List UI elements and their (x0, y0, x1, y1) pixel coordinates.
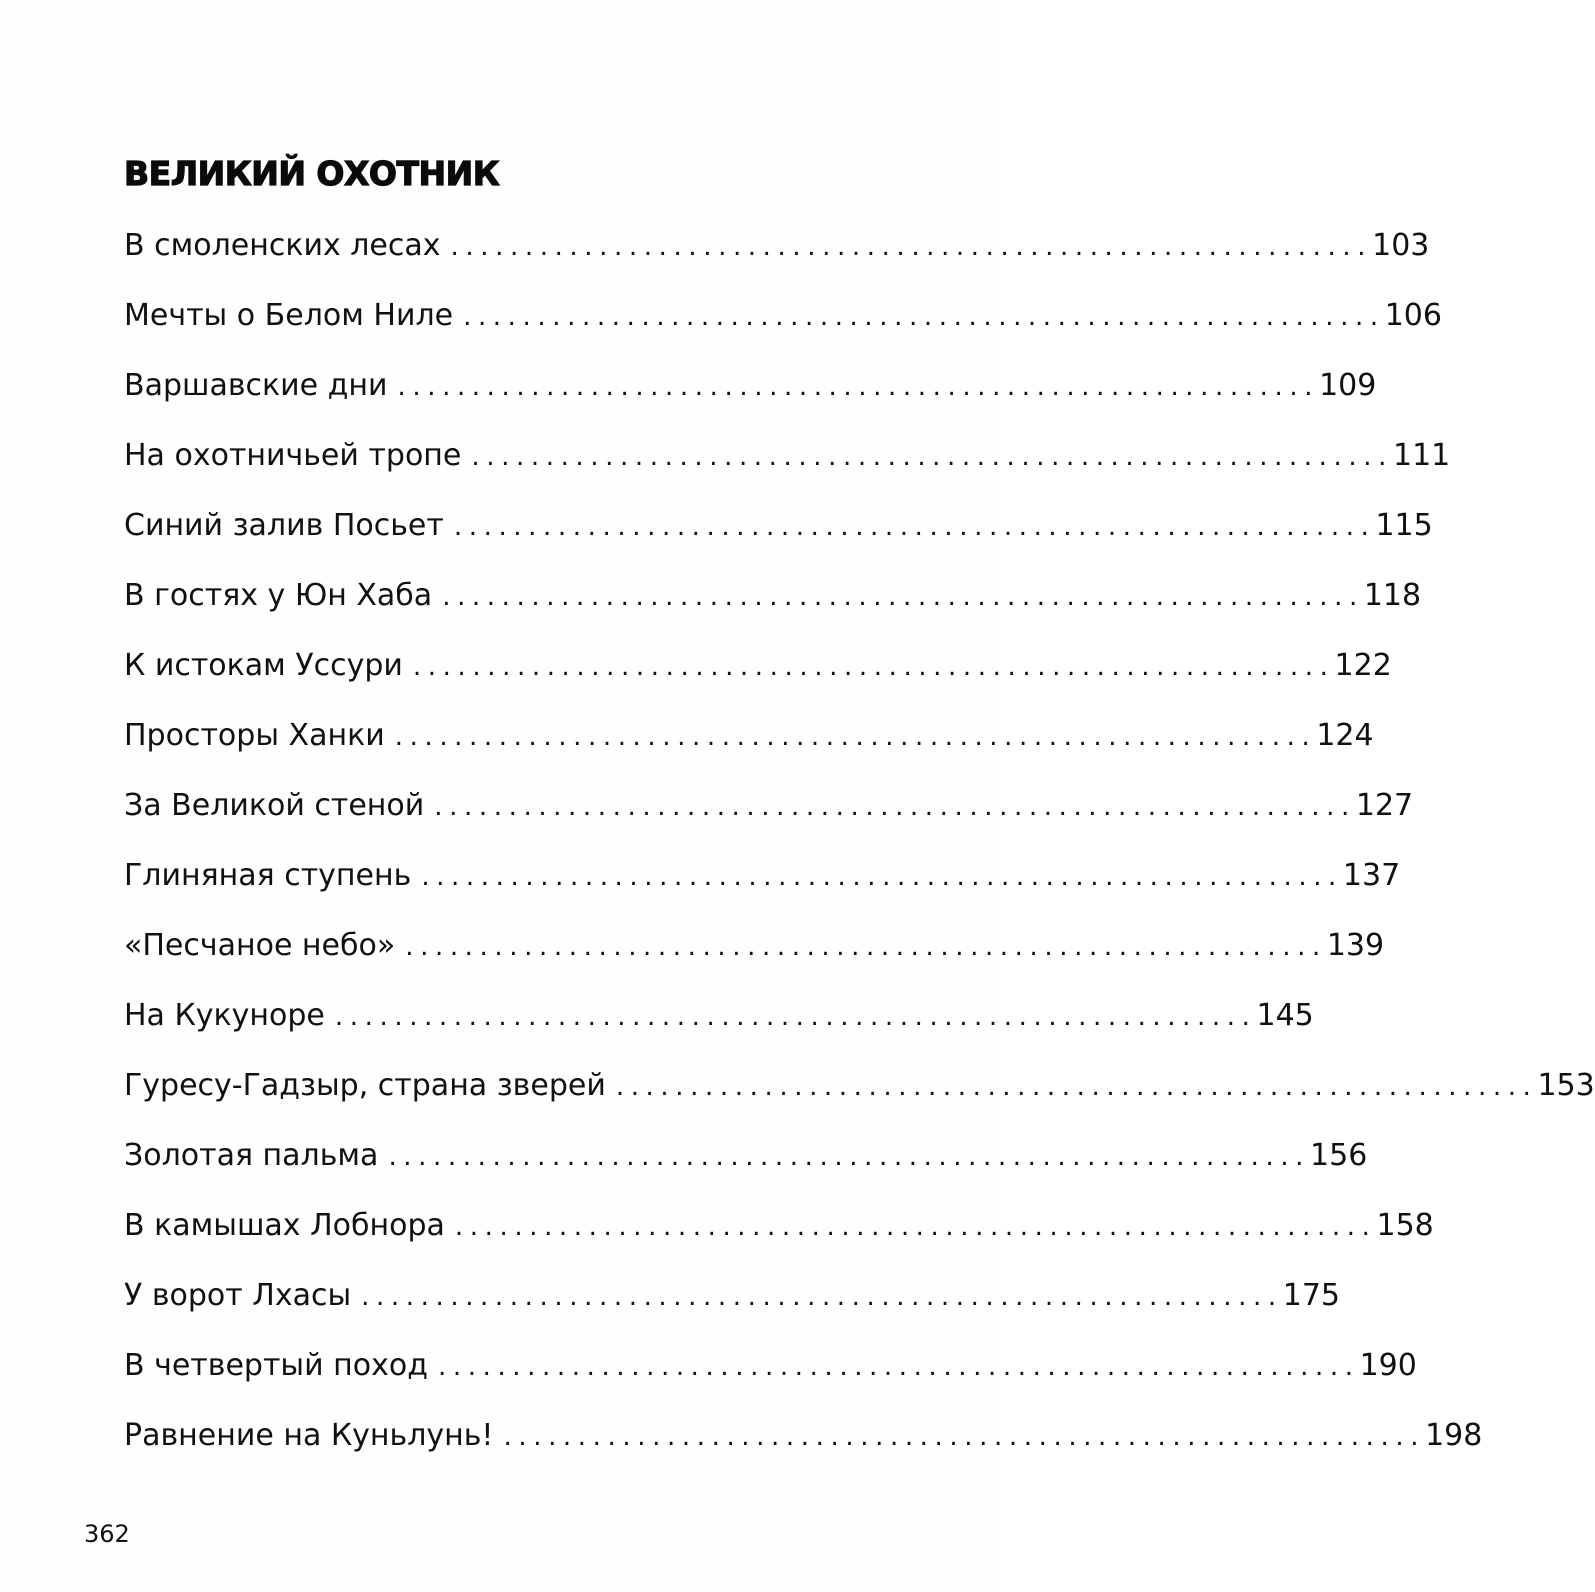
dot-leader: .............................................................. (503, 1422, 1426, 1452)
toc-entry-page: 124 (1316, 718, 1374, 753)
toc-entry-page: 158 (1376, 1208, 1434, 1243)
toc-entry (124, 504, 1433, 574)
toc-entry-page: 145 (1256, 998, 1314, 1033)
toc-entry-page: 118 (1363, 578, 1422, 613)
dot-leader: .............................................................. (397, 372, 1320, 402)
toc-entry (124, 1134, 1368, 1204)
toc-entry-title: У ворот Лхасы (124, 1278, 352, 1313)
dot-leader: .............................................................. (434, 792, 1356, 822)
toc-entry (124, 364, 1377, 434)
dot-leader: .............................................................. (454, 1212, 1377, 1242)
toc-entry-page: 111 (1392, 438, 1451, 473)
toc-entry (124, 784, 1414, 854)
toc-entry (124, 224, 1430, 294)
toc-entry-title: На охотничьей тропе (124, 438, 462, 473)
dot-leader: .............................................................. (421, 862, 1343, 892)
dot-leader: .............................................................. (442, 582, 1364, 612)
toc-entry (124, 294, 1442, 364)
toc-entry-title: «Песчаное небо» (124, 928, 396, 963)
toc-entry-title: Золотая пальма (124, 1138, 379, 1173)
toc-entry (124, 994, 1314, 1064)
dot-leader: .............................................................. (437, 1352, 1360, 1382)
toc-entry-title: На Кукуноре (124, 998, 325, 1033)
dot-leader: .............................................................. (412, 652, 1335, 682)
dot-leader: .............................................................. (405, 932, 1327, 962)
toc-entry (124, 1274, 1341, 1344)
dot-leader: .............................................................. (471, 442, 1393, 472)
toc-entry-page: 127 (1355, 788, 1414, 823)
toc-entry (124, 1204, 1434, 1274)
toc-entry-title: За Великой стеной (124, 788, 425, 823)
toc-entry-title: В четвертый поход (124, 1348, 428, 1383)
toc-entry (124, 574, 1422, 644)
toc-entry-page: 139 (1326, 928, 1385, 963)
dot-leader: .............................................................. (394, 722, 1317, 752)
toc-entry-title: К истокам Уссури (124, 648, 403, 683)
toc-entry-title: В гостях у Юн Хаба (124, 578, 433, 613)
toc-entry (124, 1344, 1417, 1414)
page-number: 362 (84, 1520, 130, 1548)
dot-leader: .............................................................. (334, 1002, 1257, 1032)
toc-entry (124, 924, 1385, 994)
dot-leader: .............................................................. (450, 232, 1373, 262)
toc-entry-title: Варшавские дни (124, 368, 388, 403)
section-title: ВЕЛИКИЙ ОХОТНИК (124, 154, 500, 193)
toc-entry-page: 103 (1372, 228, 1430, 263)
toc-entry-title: Равнение на Куньлунь! (124, 1418, 494, 1453)
toc-entry-page: 198 (1425, 1418, 1483, 1453)
dot-leader: .............................................................. (388, 1142, 1311, 1172)
dot-leader: .............................................................. (463, 302, 1385, 332)
toc-entry-page: 175 (1282, 1278, 1341, 1313)
toc-entry-title: В камышах Лобнора (124, 1208, 445, 1243)
toc-entry-page: 115 (1375, 508, 1433, 543)
toc-entry-title: Мечты о Белом Ниле (124, 298, 454, 333)
toc-entry (124, 434, 1451, 504)
toc-entry-page: 190 (1359, 1348, 1417, 1383)
table-of-contents (124, 224, 1595, 1484)
dot-leader: .............................................................. (361, 1282, 1283, 1312)
toc-entry-title: В смоленских лесах (124, 228, 441, 263)
toc-entry-title: Гуресу-Гадзыр, страна зверей (124, 1068, 606, 1103)
toc-entry-page: 153 (1537, 1068, 1595, 1103)
toc-entry (124, 644, 1392, 714)
toc-entry-page: 137 (1342, 858, 1401, 893)
dot-leader: .............................................................. (453, 512, 1376, 542)
toc-entry-page: 106 (1384, 298, 1442, 333)
toc-entry-title: Просторы Ханки (124, 718, 385, 753)
toc-entry-title: Синий залив Посьет (124, 508, 444, 543)
toc-entry-page: 122 (1334, 648, 1392, 683)
toc-entry-title: Глиняная ступень (124, 858, 412, 893)
toc-entry (124, 854, 1401, 924)
toc-entry (124, 714, 1374, 784)
toc-entry (124, 1414, 1483, 1484)
toc-entry-page: 109 (1319, 368, 1377, 403)
dot-leader: .............................................................. (615, 1072, 1538, 1102)
toc-entry (124, 1064, 1595, 1134)
toc-entry-page: 156 (1310, 1138, 1368, 1173)
